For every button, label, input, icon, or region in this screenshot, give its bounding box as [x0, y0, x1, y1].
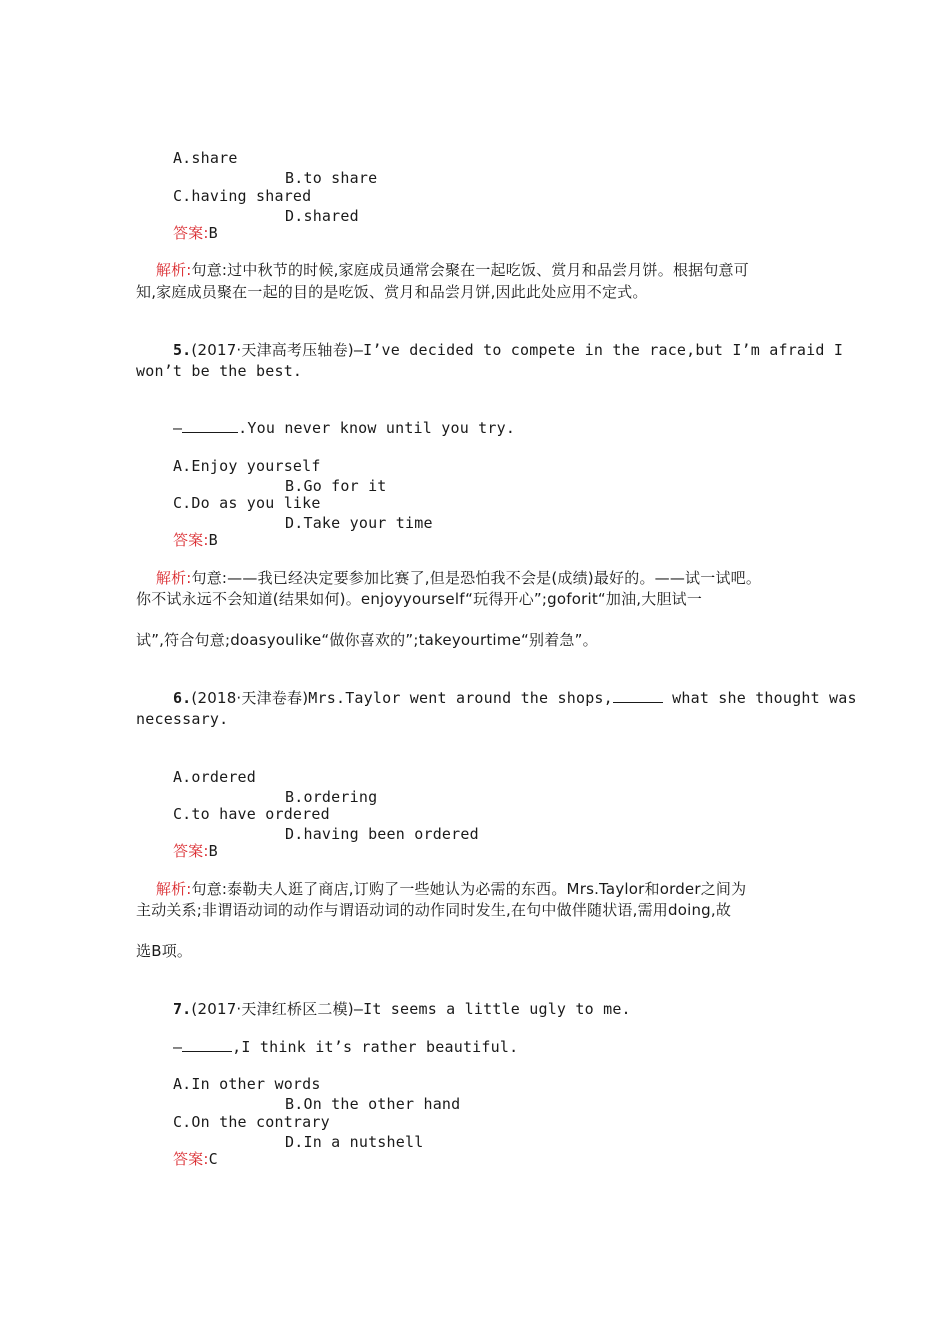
answer-blank[interactable]	[613, 688, 663, 703]
answer-blank[interactable]	[182, 1037, 232, 1052]
answer-label: 答案:	[172, 842, 209, 860]
q6-option-b[interactable]: B.ordering	[285, 788, 378, 806]
q5-stem-line2: won’t be the best.	[136, 362, 303, 380]
answer-label: 答案:	[172, 224, 209, 242]
q6-analysis-line3: 选B项。	[136, 942, 193, 960]
q5-option-b[interactable]: B.Go for it	[285, 477, 387, 495]
q6-analysis-line2: 主动关系;非谓语动词的动作与谓语动词的动作同时发生,在句中做伴随状语,需用doing,故	[136, 901, 732, 919]
q4-option-d[interactable]: D.shared	[285, 207, 359, 225]
answer-value: B	[208, 531, 218, 549]
analysis-label: 解析:	[155, 261, 192, 279]
question-stem: —It seems a little ugly to me.	[353, 1000, 631, 1018]
q6-stem-line2: necessary.	[136, 710, 229, 728]
question-stem-rest: what she thought was	[662, 689, 857, 707]
q4-option-a[interactable]: A.share	[172, 149, 238, 167]
question-source: (2018·天津卷春)	[191, 689, 309, 707]
q5-option-a[interactable]: A.Enjoy yourself	[172, 457, 321, 475]
question-stem: Mrs.Taylor went around the shops,	[308, 689, 613, 707]
answer-value: B	[208, 842, 218, 860]
reply-dash: —	[172, 419, 183, 437]
question-number: 7.	[172, 1000, 192, 1018]
reply-dash: —	[172, 1038, 183, 1056]
answer-value: C	[208, 1150, 218, 1168]
q6-option-c[interactable]: C.to have ordered	[172, 805, 330, 823]
analysis-label: 解析:	[155, 569, 192, 587]
reply-text: .You never know until you try.	[238, 419, 516, 437]
q7-option-d[interactable]: D.In a nutshell	[285, 1133, 424, 1151]
q4-analysis-line2: 知,家庭成员聚在一起的目的是吃饭、赏月和品尝月饼,因此此处应用不定式。	[136, 283, 648, 301]
q4-option-c[interactable]: C.having shared	[172, 187, 312, 205]
q5-analysis-line3: 试”,符合句意;doasyoulike“做你喜欢的”;takeyourtime“别着急”。	[136, 631, 598, 649]
q7-option-a[interactable]: A.In other words	[172, 1075, 321, 1093]
q6-option-a[interactable]: A.ordered	[172, 768, 257, 786]
q6-stem-line1	[136, 668, 857, 728]
q7-answer	[136, 1129, 218, 1189]
question-number: 6.	[172, 689, 192, 707]
reply-text: ,I think it’s rather beautiful.	[232, 1038, 519, 1056]
analysis-text: 句意:过中秋节的时候,家庭成员通常会聚在一起吃饭、赏月和品尝月饼。根据句意可	[191, 261, 749, 279]
q6-option-d[interactable]: D.having been ordered	[285, 825, 479, 843]
question-stem: —I’ve decided to compete in the race,but I’m afraid I	[353, 341, 844, 359]
q4-option-b[interactable]: B.to share	[285, 169, 378, 187]
q5-option-c[interactable]: C.Do as you like	[172, 494, 321, 512]
question-source: (2017·天津高考压轴卷)	[191, 341, 354, 359]
analysis-text: 句意:泰勒夫人逛了商店,订购了一些她认为必需的东西。Mrs.Taylor和order之间为	[191, 880, 747, 898]
answer-label: 答案:	[172, 531, 209, 549]
q7-option-b[interactable]: B.On the other hand	[285, 1095, 461, 1113]
q7-option-c[interactable]: C.On the contrary	[172, 1113, 330, 1131]
answer-blank[interactable]	[182, 418, 238, 433]
answer-label: 答案:	[172, 1150, 209, 1168]
q5-option-d[interactable]: D.Take your time	[285, 514, 433, 532]
answer-value: B	[208, 224, 218, 242]
question-number: 5.	[172, 341, 192, 359]
analysis-label: 解析:	[155, 880, 192, 898]
analysis-text: 句意:——我已经决定要参加比赛了,但是恐怕我不会是(成绩)最好的。——试一试吧。	[191, 569, 762, 587]
question-source: (2017·天津红桥区二模)	[191, 1000, 354, 1018]
q5-analysis-line2: 你不试永远不会知道(结果如何)。enjoyyourself“玩得开心”;goforit“加油,大胆试一	[136, 590, 703, 608]
